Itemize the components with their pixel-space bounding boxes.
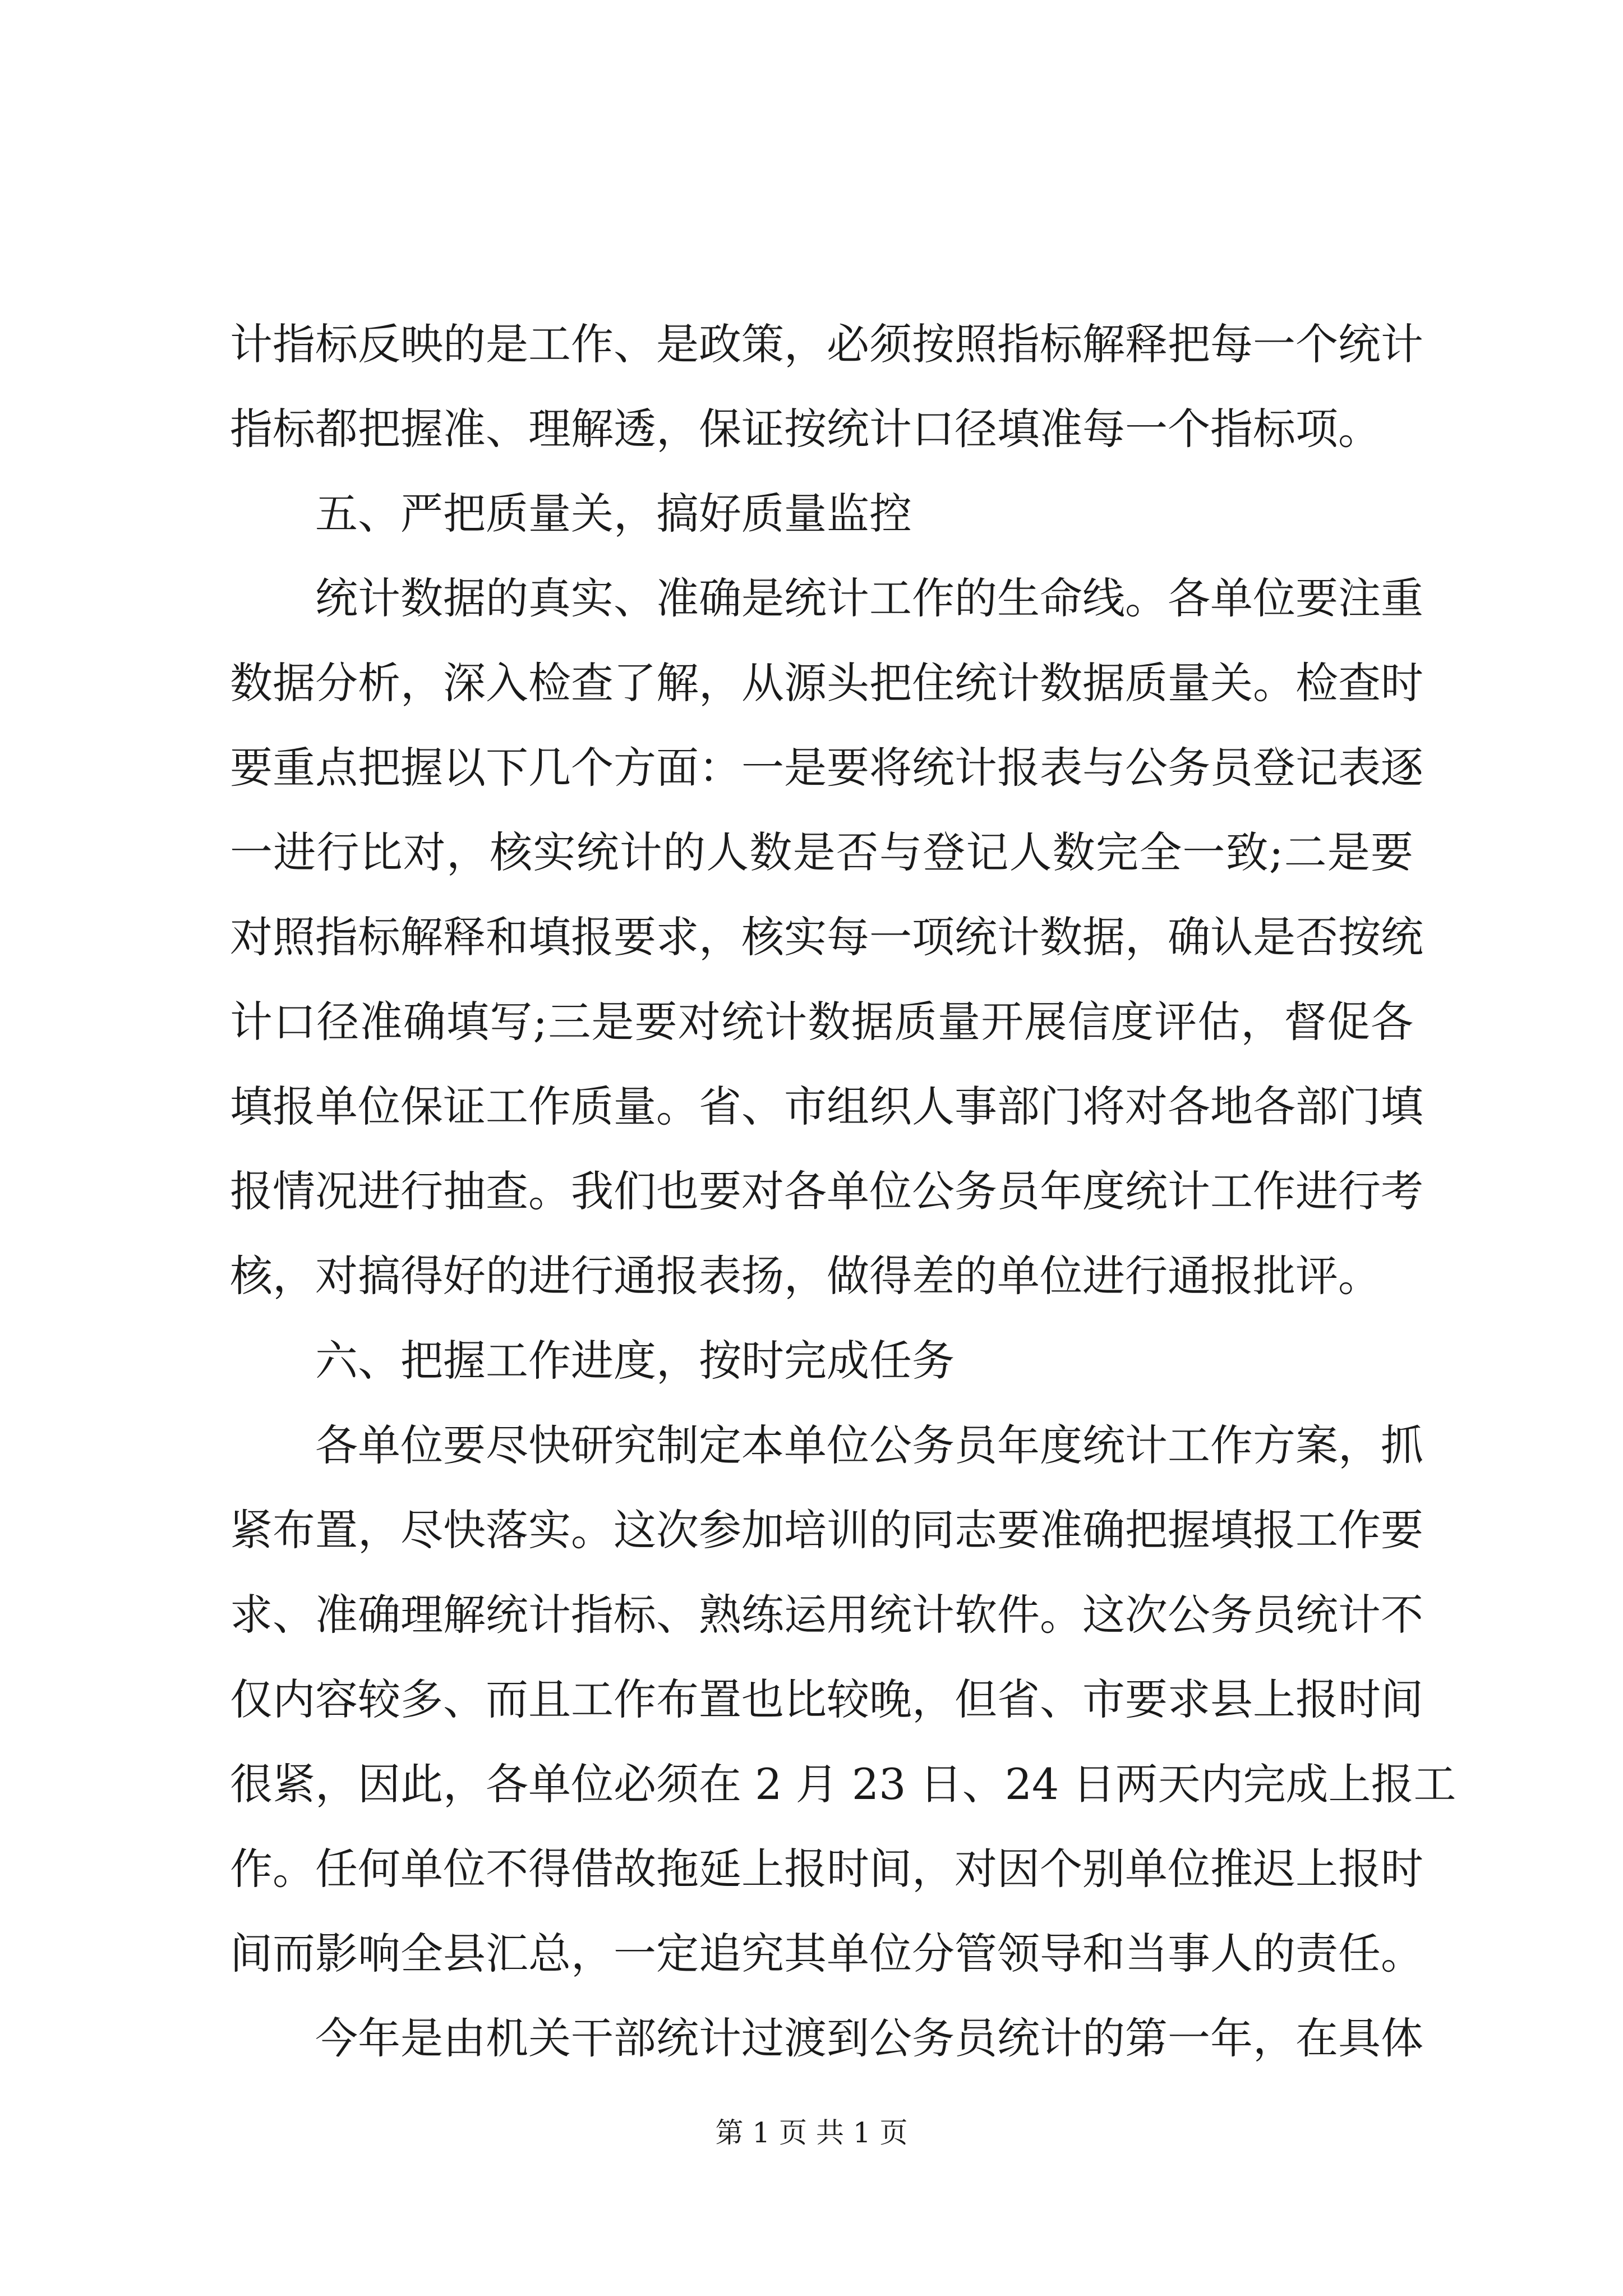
paragraph-first-line: 今年是由机关干部统计过渡到公务员统计的第一年，在具体 (315, 2013, 1423, 2063)
text-line: 一进行比对，核实统计的人数是否与登记人数完全一致;二是要 (230, 827, 1413, 877)
paragraph-first-line: 各单位要尽快研究制定本单位公务员年度统计工作方案，抓 (315, 1420, 1423, 1470)
text-line: 指标都把握准、理解透，保证按统计口径填准每一个指标项。 (230, 404, 1381, 454)
text-line: 紧布置，尽快落实。这次参加培训的同志要准确把握填报工作要 (230, 1505, 1423, 1555)
text-line: 报情况进行抽查。我们也要对各单位公务员年度统计工作进行考 (230, 1166, 1423, 1216)
text-line: 计口径准确填写;三是要对统计数据质量开展信度评估，督促各 (230, 997, 1413, 1047)
section-heading: 六、把握工作进度，按时完成任务 (315, 1336, 955, 1386)
text-line: 间而影响全县汇总，一定追究其单位分管领导和当事人的责任。 (230, 1929, 1423, 1978)
text-line: 数据分析，深入检查了解，从源头把住统计数据质量关。检查时 (230, 658, 1423, 708)
text-line: 计指标反映的是工作、是政策，必须按照指标解释把每一个统计 (230, 319, 1423, 369)
text-line: 对照指标解释和填报要求，核实每一项统计数据，确认是否按统 (230, 912, 1423, 962)
text-line: 核，对搞得好的进行通报表扬，做得差的单位进行通报批评。 (230, 1251, 1381, 1301)
page-footer (0, 2116, 1623, 2150)
section-heading: 五、严把质量关，搞好质量监控 (315, 489, 912, 539)
text-line: 仅内容较多、而且工作布置也比较晚，但省、市要求县上报时间 (230, 1674, 1423, 1724)
document-body (230, 302, 1456, 2081)
paragraph-first-line: 统计数据的真实、准确是统计工作的生命线。各单位要注重 (315, 573, 1423, 623)
text-line: 作。任何单位不得借故拖延上报时间，对因个别单位推迟上报时 (230, 1844, 1423, 1894)
text-line: 填报单位保证工作质量。省、市组织人事部门将对各地各部门填 (230, 1082, 1423, 1131)
page-number-label: 第 1 页 共 1 页 (715, 2116, 908, 2149)
text-line: 很紧，因此，各单位必须在 2 月 23 日、24 日两天内完成上报工 (230, 1759, 1456, 1809)
text-line: 求、准确理解统计指标、熟练运用统计软件。这次公务员统计不 (230, 1590, 1423, 1640)
text-line: 要重点把握以下几个方面：一是要将统计报表与公务员登记表逐 (230, 743, 1423, 793)
